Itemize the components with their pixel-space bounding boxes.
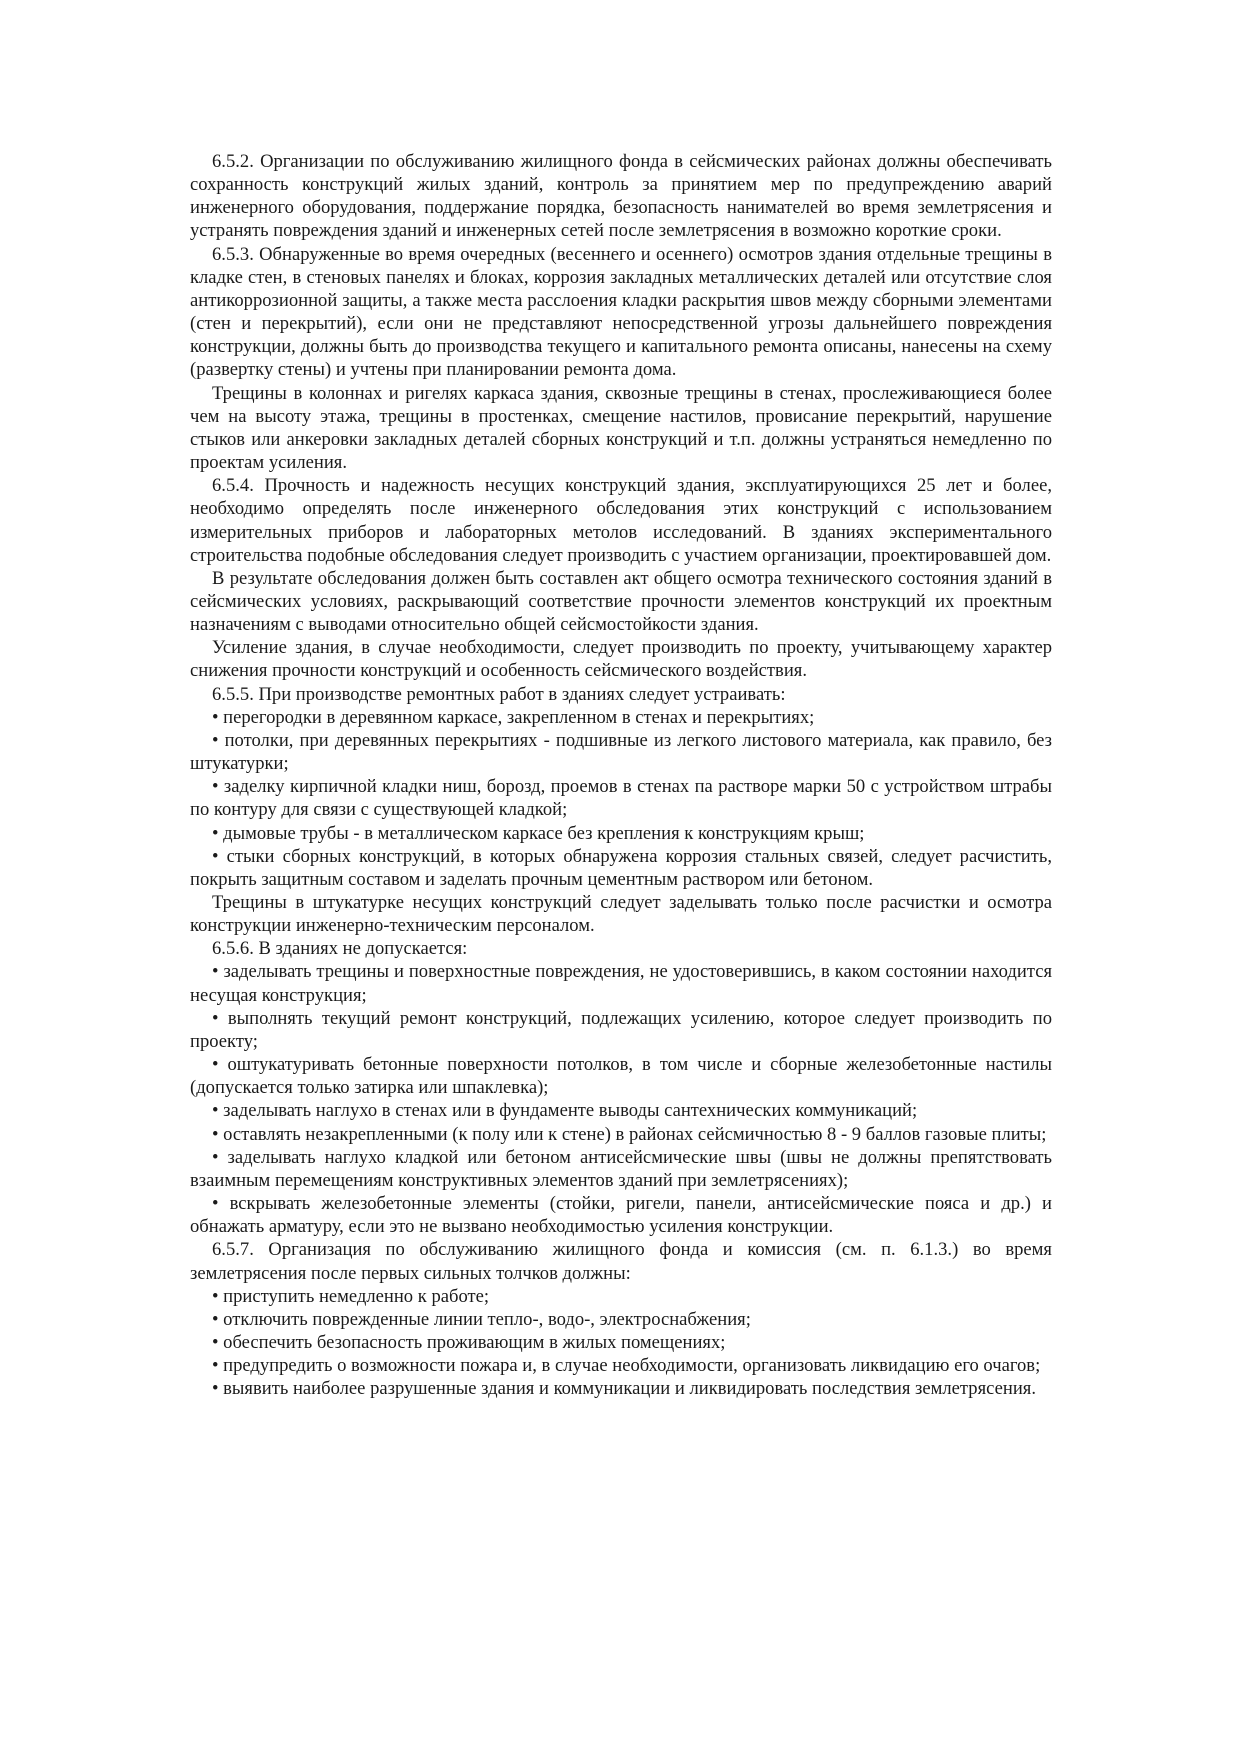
paragraph-reinforcement: Усиление здания, в случае необходимости, следует производить по проекту, учитывающему характер снижения прочности конструкций и особенность сейсмического воздействия. — [190, 637, 1052, 682]
list-item: • заделывать наглухо в стенах или в фундаменте выводы сантехнических коммуникаций; — [212, 1100, 918, 1122]
list-item: • перегородки в деревянном каркасе, закрепленном в стенах и перекрытиях; — [212, 706, 815, 728]
list-item: • заделывать трещины и поверхностные повреждения, не удостоверившись, в каком состоянии находится несущая конструкция; — [190, 961, 1052, 1006]
list-item: • заделывать наглухо кладкой или бетоном антисейсмические швы (швы не должны препятствовать взаимным перемещениям конструктивных элементов зданий при землетрясениях); — [190, 1146, 1052, 1191]
list-item: • обеспечить безопасность проживающим в жилых помещениях; — [212, 1331, 726, 1353]
list-item: • оставлять незакрепленными (к полу или к стене) в районах сейсмичностью 8 - 9 баллов газовые плиты; — [212, 1123, 1047, 1145]
list-item: • приступить немедленно к работе; — [212, 1285, 490, 1307]
paragraph-6-5-2: 6.5.2. Организации по обслуживанию жилищного фонда в сейсмических районах должны обеспечивать сохранность конструкций жилых зданий, контроль за принятием мер по предупреждению аварий инженерного оборудования, поддержание порядка, безопасность нанимателей во время землетрясения и устранять повреждения зданий и инженерных сетей после землетрясения в возможно короткие сроки. — [190, 151, 1052, 242]
paragraph-inspection-act: В результате обследования должен быть составлен акт общего осмотра технического состояния зданий в сейсмических условиях, раскрывающий соответствие прочности элементов конструкций их проектным назначениям с выводами относительно общей сейсмостойкости здания. — [190, 567, 1052, 636]
list-item: • вскрывать железобетонные элементы (стойки, ригели, панели, антисейсмические пояса и др.) и обнажать арматуру, если это не вызвано необходимостью усиления конструкции. — [190, 1193, 1052, 1238]
list-item: • заделку кирпичной кладки ниш, борозд, проемов в стенах па растворе марки 50 с устройством штрабы по контуру для связи с существующей кладкой; — [190, 776, 1052, 821]
paragraph-cracks-columns: Трещины в колоннах и ригелях каркаса здания, сквозные трещины в стенах, прослеживающиеся более чем на высоту этажа, трещины в простенках, смещение настилов, провисание перекрытий, нарушение стыков или анкеровки закладных деталей сборных конструкций и т.п. должны устраняться немедленно по проектам усиления. — [190, 382, 1052, 474]
paragraph-6-5-6: 6.5.6. В зданиях не допускается: — [212, 938, 468, 960]
paragraph-plaster-cracks: Трещины в штукатурке несущих конструкций следует заделывать только после расчистки и осмотра конструкции инженерно-техническим персоналом. — [190, 892, 1052, 937]
list-item: • выполнять текущий ремонт конструкций, подлежащих усилению, которое следует производить по проекту; — [190, 1007, 1052, 1052]
list-item: • потолки, при деревянных перекрытиях - подшивные из легкого листового материала, как правило, без штукатурки; — [190, 729, 1052, 775]
list-item: • стыки сборных конструкций, в которых обнаружена коррозия стальных связей, следует расчистить, покрыть защитным составом и заделать прочным цементным раствором или бетоном. — [190, 845, 1052, 890]
list-item: • выявить наиболее разрушенные здания и коммуникации и ликвидировать последствия землетрясения. — [212, 1378, 1036, 1400]
list-item: • дымовые трубы - в металлическом каркасе без крепления к конструкциям крыш; — [212, 822, 865, 844]
list-item: • отключить поврежденные линии тепло-, водо-, электроснабжения; — [212, 1308, 751, 1330]
paragraph-6-5-5: 6.5.5. При производстве ремонтных работ в зданиях следует устраивать: — [212, 683, 786, 705]
list-item: • предупредить о возможности пожара и, в случае необходимости, организовать ликвидацию его очагов; — [212, 1355, 1041, 1377]
paragraph-6-5-3: 6.5.3. Обнаруженные во время очередных (весеннего и осеннего) осмотров здания отдельные трещины в кладке стен, в стеновых панелях и блоках, коррозия закладных металлических деталей или отсутствие слоя антикоррозионной защиты, а также места расслоения кладки раскрытия швов между сборными элементами (стен и перекрытий), если они не представляют непосредственной угрозы дальнейшего повреждения конструкции, должны быть до производства текущего и капитального ремонта описаны, нанесены на схему (развертку стены) и учтены при планировании ремонта дома. — [190, 243, 1052, 381]
paragraph-6-5-7: 6.5.7. Организация по обслуживанию жилищного фонда и комиссия (см. п. 6.1.3.) во время землетрясения после первых сильных толчков должны: — [190, 1239, 1052, 1284]
paragraph-6-5-4: 6.5.4. Прочность и надежность несущих конструкций здания, эксплуатирующихся 25 лет и более, необходимо определять после инженерного обследования этих конструкций с использованием измерительных приборов и лабораторных метолов исследований. В зданиях экспериментального строительства подобные обследования следует производить с участием организации, проектировавшей дом. — [190, 475, 1052, 566]
document-body — [190, 150, 1052, 1400]
list-item: • оштукатуривать бетонные поверхности потолков, в том числе и сборные железобетонные настилы (допускается только затирка или шпаклевка); — [190, 1054, 1052, 1099]
